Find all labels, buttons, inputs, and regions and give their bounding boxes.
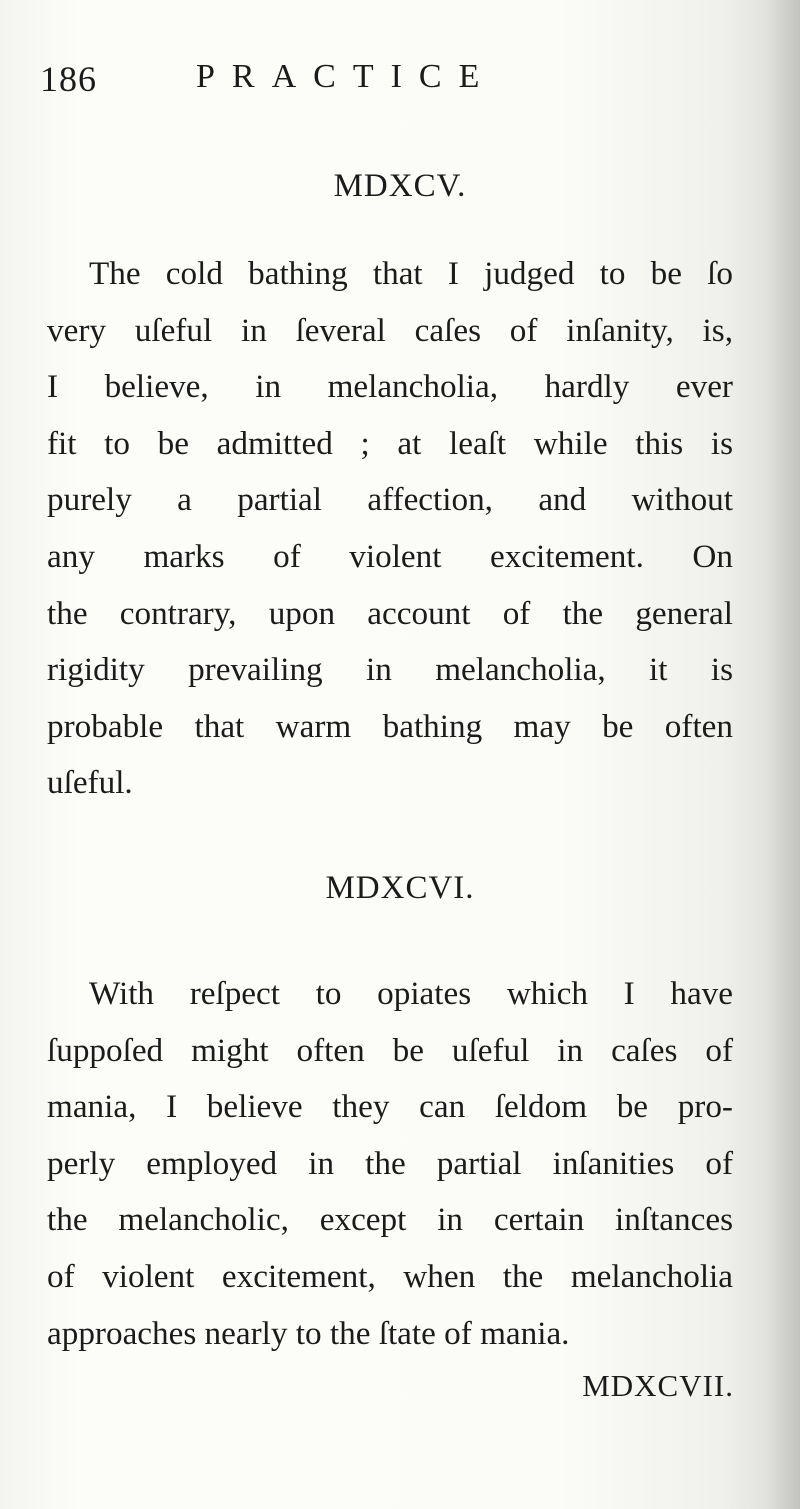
- paragraph-mdxcv: [47, 246, 733, 812]
- page-number: 186: [40, 59, 97, 99]
- text-line: any marks of violent excitement. On: [47, 537, 733, 575]
- section-title-mdxcvi: MDXCVI.: [325, 870, 475, 906]
- text-line: fit to be admitted ; at leaſt while this is: [47, 424, 733, 462]
- text-line: With reſpect to opiates which I have: [89, 975, 733, 1012]
- text-line: rigidity prevailing in melancholia, it is: [47, 651, 733, 689]
- text-line: The cold bathing that I judged to be ſo: [89, 255, 733, 292]
- text-line: the melancholic, except in certain inſtances: [47, 1201, 733, 1239]
- text-line: approaches nearly to the ſtate of mania.: [47, 1314, 570, 1352]
- text-line: I believe, in melancholia, hardly ever: [47, 368, 733, 406]
- section-title-mdxcv: MDXCV.: [333, 168, 467, 204]
- page-header: [40, 58, 740, 108]
- paragraph-mdxcvi: [47, 966, 733, 1362]
- running-head: PRACTICE: [196, 58, 497, 95]
- text-line: of violent excitement, when the melancholia: [47, 1257, 733, 1295]
- text-line: the contrary, upon account of the general: [47, 594, 733, 632]
- text-line: very uſeful in ſeveral caſes of inſanity, is,: [47, 311, 733, 349]
- text-line: perly employed in the partial inſanities of: [47, 1144, 733, 1182]
- text-line: mania, I believe they can ſeldom be pro-: [47, 1088, 733, 1126]
- page-gutter-shadow: [764, 0, 800, 1509]
- text-line: uſeful.: [47, 764, 133, 802]
- text-line: probable that warm bathing may be often: [47, 707, 733, 745]
- catchword: MDXCVII.: [582, 1368, 734, 1403]
- text-line: purely a partial affection, and without: [47, 481, 733, 519]
- text-line: ſuppoſed might often be uſeful in caſes of: [47, 1031, 733, 1069]
